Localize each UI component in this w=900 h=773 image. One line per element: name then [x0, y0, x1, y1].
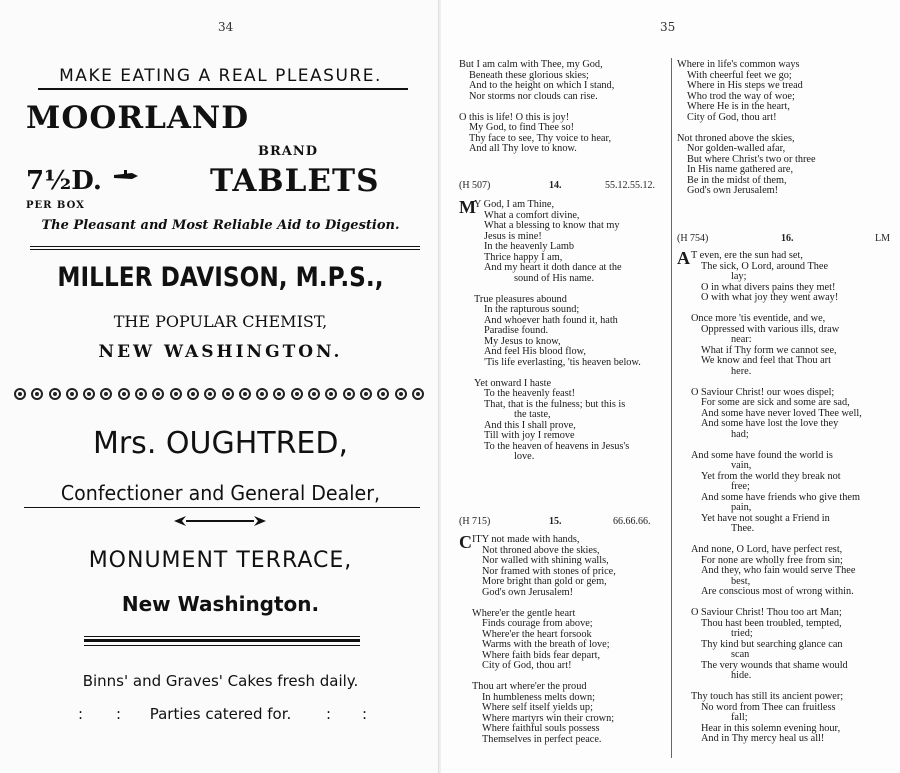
verse-line: Where faithful souls possess	[482, 723, 600, 734]
column-divider	[671, 58, 672, 758]
verse-line: What if Thy form we cannot see,	[701, 344, 837, 356]
verse-line: My God, to find Thee so!	[469, 122, 575, 133]
colon-mark: :	[116, 705, 122, 723]
verse-line: What a blessing to know that my	[484, 220, 620, 231]
advertisement-page	[0, 0, 441, 773]
hymn-continuation	[677, 60, 893, 197]
verse-line: Beneath these glorious skies;	[469, 69, 589, 81]
verse-line: That, that is the fulness; but this is	[484, 398, 626, 410]
verse-line: We know and feel that Thou art	[701, 355, 831, 366]
verse-line: lay;	[731, 271, 747, 282]
verse-line: Paradise found.	[484, 325, 549, 336]
cakes-line: Binns' and Graves' Cakes fresh daily.	[82, 672, 359, 690]
verse-line: love.	[514, 451, 535, 462]
drop-cap: C	[459, 532, 472, 552]
verse-line: In the heavenly Lamb	[484, 241, 575, 252]
ad-headline: MAKE EATING A REAL PLEASURE.	[59, 66, 382, 86]
verse-line: Where in His steps we tread	[687, 80, 803, 91]
verse-line: In His name gathered are,	[687, 164, 794, 175]
verse-line: fall;	[731, 712, 748, 723]
verse-line: And feel His blood flow,	[484, 346, 586, 357]
hymn-continuation	[459, 60, 663, 155]
verse-line	[677, 123, 893, 134]
hymn-meter: 55.12.55.12.	[605, 180, 655, 191]
hymn-page	[441, 0, 900, 773]
verse-line: free;	[731, 481, 750, 492]
verse-line: Are conscious most of wrong within.	[701, 586, 854, 597]
divider-line	[84, 639, 360, 642]
divider-line	[84, 645, 360, 646]
verse-line: My Jesus to know,	[484, 335, 561, 347]
verse-line: Thou hast been troubled, tempted,	[701, 617, 842, 629]
dealer-description: Confectioner and General Dealer,	[60, 481, 381, 505]
drop-cap: A	[677, 248, 690, 268]
verse-line: tried;	[731, 628, 753, 639]
verse-line	[459, 102, 663, 113]
verse-line: The very wounds that shame would	[701, 659, 848, 671]
verse-line: Thrice happy I am,	[484, 251, 563, 263]
chemist-description: THE POPULAR CHEMIST,	[113, 312, 328, 331]
pointing-hand-icon	[112, 170, 140, 182]
ornament-divider	[172, 515, 268, 527]
colon-mark: :	[326, 705, 332, 723]
verse-line: And some have friends who give them	[701, 491, 860, 503]
chemist-name: MILLER DAVISON, M.P.S.,	[57, 262, 384, 293]
verse-line: Finds courage from above;	[482, 618, 593, 629]
verse-line: Thy face to see, Thy voice to hear,	[469, 132, 612, 144]
verse-line: Thy kind but searching glance can	[701, 638, 843, 650]
verse-line: O this is life! O this is joy!	[459, 111, 570, 123]
hymn-meter: LM	[875, 233, 890, 244]
hymn-15-text	[472, 535, 668, 745]
verse-line: Warms with the breath of love;	[482, 639, 610, 650]
verse-line: In the rapturous sound;	[484, 304, 580, 315]
verse-line: scan	[731, 649, 750, 660]
verse-line: And some have lost the love they	[701, 418, 839, 429]
verse-line: True pleasures abound	[474, 293, 567, 305]
hymn-number: 16.	[781, 233, 794, 244]
verse-line: But I am calm with Thee, my God,	[459, 59, 603, 70]
brand-label: BRAND	[258, 144, 319, 159]
verse-line: Where in life's common ways	[677, 59, 800, 70]
verse-line: And none, O Lord, have perfect rest,	[691, 544, 843, 555]
verse-line: To the heaven of heavens in Jesus's	[484, 440, 630, 452]
colon-mark: :	[362, 705, 368, 723]
verse-line: Nor framed with stones of price,	[482, 565, 616, 577]
verse-line: Where martyrs win their crown;	[482, 712, 615, 724]
verse-line: Once more 'tis eventide, and we,	[691, 313, 826, 324]
verse-line: Hear in this solemn evening hour,	[701, 722, 841, 734]
colon-mark: :	[78, 705, 84, 723]
per-box-label: PER BOX	[26, 200, 85, 211]
verse-line: here.	[731, 365, 752, 377]
verse-line: had;	[731, 428, 749, 440]
verse-line	[474, 368, 668, 379]
separator-rule	[30, 249, 420, 250]
verse-line: 'Tis life everlasting, 'tis heaven below.	[484, 356, 641, 368]
verse-line	[691, 440, 891, 451]
verse-line: What a comfort divine,	[484, 209, 580, 221]
verse-line: Jesus is mine!	[484, 230, 542, 242]
drop-cap: M	[459, 197, 476, 217]
verse-line: Y God, I am Thine,	[474, 199, 555, 210]
verse-line: In humbleness melts down;	[482, 691, 595, 703]
hymn-14-text	[474, 200, 668, 463]
verse-line: And whoever hath found it, hath	[484, 314, 618, 326]
verse-line: hide.	[731, 670, 752, 681]
verse-line: Nor storms nor clouds can rise.	[469, 90, 598, 102]
verse-line: And to the height on which I stand,	[469, 80, 615, 91]
verse-line: God's own Jerusalem!	[687, 185, 779, 196]
headline-underline	[38, 88, 408, 90]
verse-line: Where'er the heart forsook	[482, 628, 592, 640]
verse-line: T even, ere the sun had set,	[691, 250, 803, 261]
verse-line: O Saviour Christ! our woes dispel;	[691, 386, 835, 398]
verse-line: Themselves in perfect peace.	[482, 733, 602, 745]
verse-line: And my heart it doth dance at the	[484, 262, 622, 273]
chemist-town: NEW WASHINGTON.	[98, 342, 343, 362]
dealer-name: Mrs. OUGHTRED,	[92, 426, 349, 461]
dealer-underline	[24, 507, 420, 508]
verse-line: Nor walled with shining walls,	[482, 555, 609, 566]
dealer-town: New Washington.	[121, 592, 320, 616]
verse-line: Yet from the world they break not	[701, 470, 841, 482]
verse-line: City of God, thou art!	[687, 111, 777, 123]
divider-line	[84, 636, 360, 637]
verse-line: Yet have not sought a Friend in	[701, 512, 830, 524]
verse-line	[472, 598, 668, 609]
verse-line: Thee.	[731, 523, 755, 534]
verse-line: And some have never loved Thee well,	[701, 407, 862, 419]
verse-line: Where He is in the heart,	[687, 101, 790, 112]
decorative-border	[14, 388, 424, 404]
hymn-meter: 66.66.66.	[613, 516, 651, 527]
product-name: TABLETS	[210, 163, 380, 199]
tagline: The Pleasant and Most Reliable Aid to Digestion.	[41, 218, 400, 233]
parties-line: Parties catered for.	[149, 705, 292, 723]
verse-line: More bright than gold or gem,	[482, 576, 607, 587]
page-number-left: 34	[218, 20, 234, 34]
verse-line: Where'er the gentle heart	[472, 607, 576, 619]
verse-line: pain,	[731, 502, 752, 513]
verse-line: And they, who fain would serve Thee	[701, 565, 856, 576]
verse-line: Not throned above the skies,	[482, 544, 600, 556]
verse-line: best,	[731, 575, 751, 587]
page-number-right: 35	[660, 20, 676, 34]
verse-line: To the heavenly feast!	[484, 388, 576, 399]
verse-line: ITY not made with hands,	[472, 534, 580, 545]
verse-line: And some have found the world is	[691, 449, 833, 461]
verse-line: And all Thy love to know.	[469, 143, 577, 154]
verse-line: No word from Thee can fruitless	[701, 701, 836, 713]
verse-line: Nor golden-walled afar,	[687, 143, 786, 154]
verse-line: Be in the midst of them,	[687, 174, 787, 186]
verse-line: Yet onward I haste	[474, 377, 552, 389]
verse-line: Thy touch has still its ancient power;	[691, 691, 844, 702]
verse-line: the taste,	[514, 409, 551, 420]
hymn-ref: (H 715)	[459, 516, 491, 527]
separator-rule	[30, 246, 420, 247]
verse-line: Not throned above the skies,	[677, 132, 795, 144]
verse-line: Oppressed with various ills, draw	[701, 323, 840, 335]
verse-line: sound of His name.	[514, 272, 595, 284]
verse-line: near:	[731, 334, 752, 345]
hymn-number: 15.	[549, 516, 562, 527]
hymn-number: 14.	[549, 180, 562, 191]
verse-line: For none are wholly free from sin;	[701, 554, 843, 566]
verse-line: And this I shall prove,	[484, 419, 576, 431]
verse-line: God's own Jerusalem!	[482, 586, 574, 598]
hymn-ref: (H 507)	[459, 180, 491, 191]
verse-line: City of God, thou art!	[482, 660, 572, 671]
verse-line: Thou art where'er the proud	[472, 681, 587, 692]
verse-line: Where self itself yields up;	[482, 702, 593, 713]
brand-name: MOORLAND	[26, 100, 250, 136]
verse-line: Where faith bids fear depart,	[482, 649, 601, 661]
verse-line: Who trod the way of woe;	[687, 90, 795, 102]
verse-line: vain,	[731, 460, 752, 471]
verse-line: O with what joy they went away!	[701, 292, 839, 303]
verse-line: The sick, O Lord, around Thee	[701, 260, 829, 272]
verse-line: Till with joy I remove	[484, 430, 575, 441]
verse-line: O Saviour Christ! Thou too art Man;	[691, 607, 842, 618]
verse-line: O in what divers pains they met!	[701, 281, 836, 293]
verse-line: For some are sick and some are sad,	[701, 397, 850, 408]
verse-line: But where Christ's two or three	[687, 153, 816, 165]
verse-line	[691, 377, 891, 388]
dealer-address: MONUMENT TERRACE,	[88, 548, 353, 573]
hymn-ref: (H 754)	[677, 233, 709, 244]
verse-line: And in Thy mercy heal us all!	[701, 733, 825, 744]
verse-line: With cheerful feet we go;	[687, 69, 792, 81]
hymn-16-text	[691, 251, 891, 745]
price: 7½D.	[26, 166, 102, 196]
verse-line	[474, 284, 668, 295]
